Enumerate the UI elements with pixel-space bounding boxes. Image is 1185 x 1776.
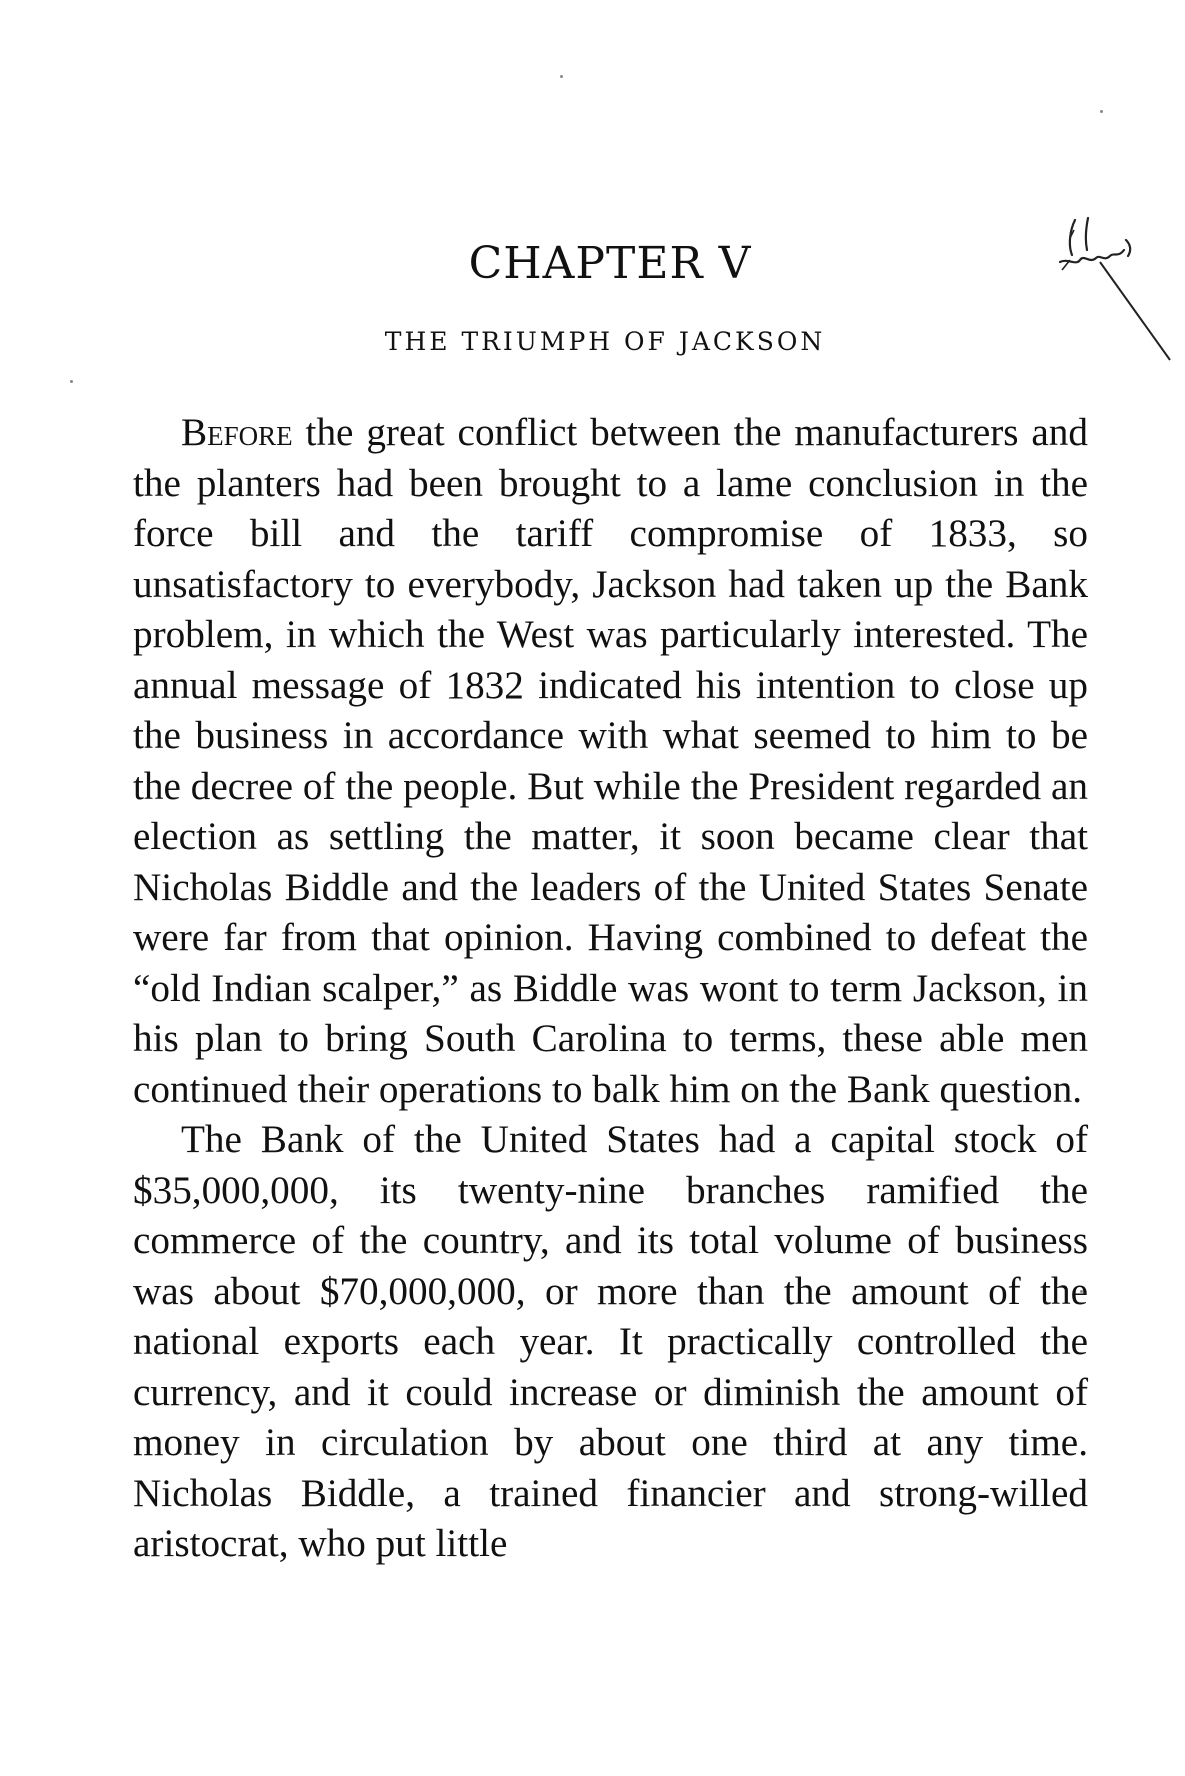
paragraph-text: The Bank of the United States had a capital stock of $35,000,000, its twenty-nine branches ramified the commerce of the country, and its total volume of business was about $70,000,000, or more than the amount of the national exports each year. It practically controlled the currency, and it could increase or diminish the amount of money in circulation by about one third at any time. Nicholas Biddle, a trained financier and strong-willed aristocrat, who put little bbox=[133, 1118, 1088, 1565]
paragraph-text: the great conflict between the manufacturers and the planters had been brought to a lame conclusion in the force bill and the tariff compromise of 1833, so unsatisfactory to everybody, Jackson had taken up the Bank problem, in which the West was particularly interested. The annual message of 1832 indicated his intention to close up the business in accordance with what seemed to him to be the decree of the people. But while the President regarded an election as settling the matter, it soon became clear that Nicholas Biddle and the leaders of the United States Senate were far from that opinion. Having combined to defeat the “old Indian scalper,” as Biddle was wont to term Jackson, in his plan to bring South Carolina to terms, these able men continued their operations to balk him on the Bank question. bbox=[133, 411, 1088, 1111]
page-speck bbox=[1100, 110, 1103, 113]
chapter-title: CHAPTER V bbox=[468, 238, 752, 289]
paragraph bbox=[133, 408, 1088, 1115]
paragraph-lead-word: Before bbox=[181, 411, 293, 454]
page-speck bbox=[560, 75, 563, 78]
chapter-subtitle: THE TRIUMPH OF JACKSON bbox=[384, 327, 826, 356]
chapter-body bbox=[133, 408, 1088, 1570]
paragraph bbox=[133, 1115, 1088, 1570]
page-speck bbox=[70, 380, 73, 383]
handwritten-annotation-icon bbox=[1040, 200, 1185, 420]
